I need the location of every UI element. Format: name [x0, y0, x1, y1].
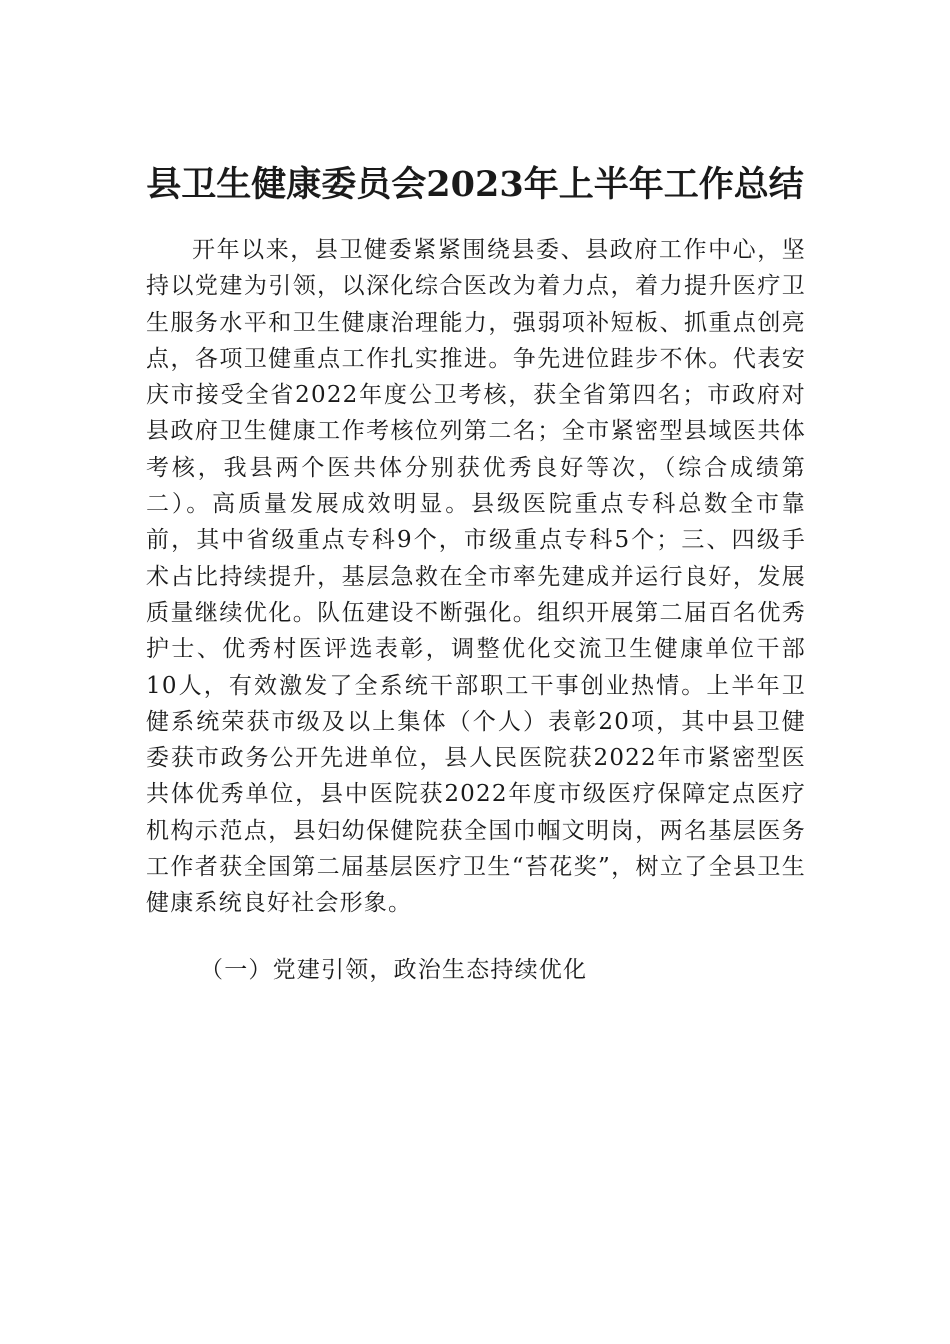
document-title: 县卫生健康委员会2023年上半年工作总结: [146, 164, 804, 205]
body-paragraph: 开年以来，县卫健委紧紧围绕县委、县政府工作中心，坚持以党建为引领，以深化综合医改为着力点，着力提升医疗卫生服务水平和卫生健康治理能力，强弱项补短板、抓重点创亮点，各项卫健重点工作扎实推进。争先进位跬步不休。代表安庆市接受全省2022年度公卫考核，获全省第四名；市政府对县政府卫生健康工作考核位列第二名；全市紧密型县域医共体考核，我县两个医共体分别获优秀良好等次，（综合成绩第二）。高质量发展成效明显。县级医院重点专科总数全市靠前，其中省级重点专科9个，市级重点专科5个；三、四级手术占比持续提升，基层急救在全市率先建成并运行良好，发展质量继续优化。队伍建设不断强化。组织开展第二届百名优秀护士、优秀村医评选表彰，调整优化交流卫生健康单位干部10人，有效激发了全系统干部职工干事创业热情。上半年卫健系统荣获市级及以上集体（个人）表彰20项，其中县卫健委获市政务公开先进单位，县人民医院获2022年市紧密型医共体优秀单位，县中医院获2022年度市级医疗保障定点医疗机构示范点，县妇幼保健院获全国巾帼文明岗，两名基层医务工作者获全国第二届基层医疗卫生“苔花奖”，树立了全县卫生健康系统良好社会形象。: [146, 237, 806, 917]
section-heading: （一）党建引领，政治生态持续优化: [200, 957, 588, 983]
